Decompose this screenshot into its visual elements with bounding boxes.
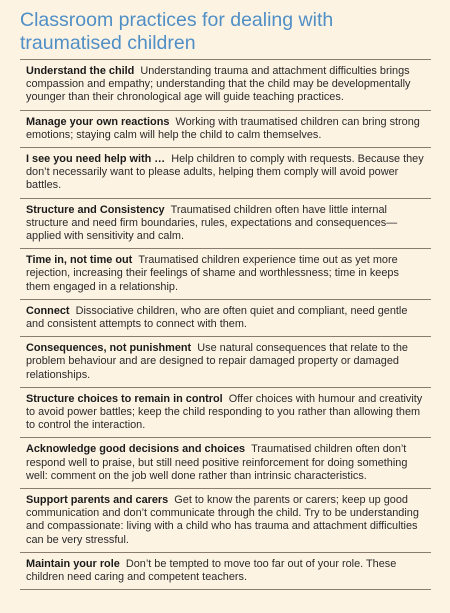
practice-text: Traumatised children often have little internal structure and need firm boundaries, rules, expectations and consequences—applied with sensitivity and calm.	[26, 203, 398, 243]
practice-heading: Manage your own reactions	[26, 115, 170, 128]
practice-text: Don’t be tempted to move too far out of your role. These children need caring and competent teachers.	[26, 557, 397, 584]
practice-item-structure-choices	[20, 388, 431, 439]
practice-text: Traumatised children often don’t respond well to praise, but still need positive reinforcement for doing something well: comment on the job well done rather than intrinsic characteristics.	[26, 443, 408, 482]
practice-heading: Consequences, not punishment	[26, 342, 192, 355]
practice-heading: Connect	[26, 304, 70, 317]
practice-heading: Acknowledge good decisions and choices	[26, 443, 246, 456]
practice-item-time-in	[20, 249, 431, 300]
practice-item-manage-reactions	[20, 111, 431, 148]
practice-text: Working with traumatised children can bring strong emotions; staying calm will help the child to calm themselves.	[26, 115, 420, 141]
practice-item-i-see-you-need-help	[20, 148, 431, 199]
practices-list	[20, 59, 431, 590]
practice-text: Get to know the parents or carers; keep up good communication and don’t communicate through the child. Try to be understanding and compassionate: living with a child who has trauma and attachment difficulties can be very stressful.	[26, 494, 419, 546]
practice-heading: I see you need help with …	[26, 153, 166, 166]
practice-item-support-parents	[20, 489, 431, 553]
practice-item-acknowledge-good-decisions	[20, 438, 431, 489]
practice-item-maintain-role	[20, 553, 431, 590]
practice-heading: Understand the child	[26, 65, 135, 77]
practice-text: Help children to comply with requests. Because they don’t necessarily want to please adults, helping them comply will avoid power battles.	[26, 153, 424, 192]
practice-heading: Maintain your role	[26, 557, 120, 570]
practice-heading: Structure choices to remain in control	[26, 392, 223, 405]
practice-item-structure-and-consistency	[20, 199, 431, 250]
practice-text: Dissociative children, who are often quiet and compliant, need gentle and consistent attempts to connect with them.	[26, 304, 408, 331]
practice-text: Use natural consequences that relate to the problem behaviour and are designed to repair damaged property or damaged relationships.	[26, 342, 408, 381]
practice-heading: Structure and Consistency	[26, 203, 165, 216]
practice-item-connect	[20, 300, 431, 337]
practice-item-understand-the-child	[20, 60, 431, 111]
practice-heading: Support parents and carers	[26, 494, 169, 507]
practice-item-consequences	[20, 337, 431, 388]
page-title: Classroom practices for dealing with traumatised children	[20, 9, 334, 54]
practice-text: Offer choices with humour and creativity to avoid power battles; keep the child responding to you rather than allowing them to control the interaction.	[26, 392, 423, 432]
practice-text: Traumatised children experience time out as yet more rejection, increasing their feelings of shame and worthlessness; time in keeps them engaged in a relationship.	[26, 254, 399, 293]
practice-heading: Time in, not time out	[26, 254, 133, 267]
practice-text: Understanding trauma and attachment difficulties brings compassion and empathy; understanding that the child may be developmentally younger than their chronological age will guide teaching practices.	[26, 65, 411, 104]
